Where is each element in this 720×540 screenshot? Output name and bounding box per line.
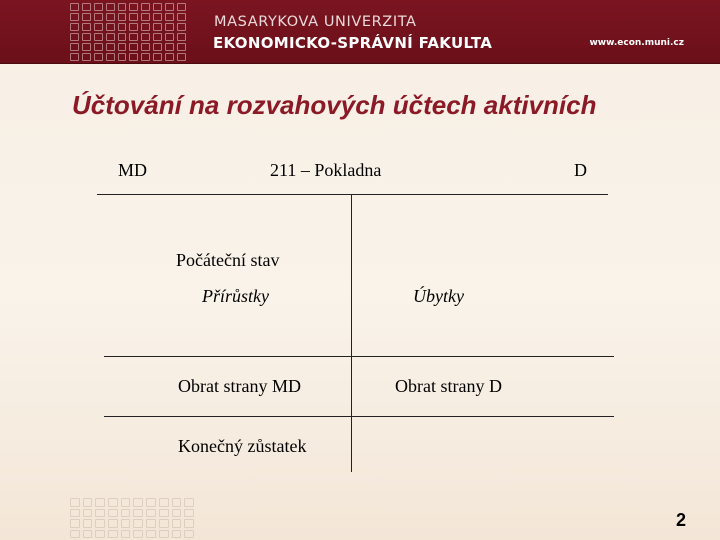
page-number: 2 — [675, 510, 686, 530]
faculty-name: EKONOMICKO-SPRÁVNÍ FAKULTA — [213, 34, 493, 52]
university-name: MASARYKOVA UNIVERZITA — [214, 14, 417, 30]
t-account-top-line — [97, 194, 608, 195]
university-logo-icon — [70, 3, 186, 61]
decreases-label: Úbytky — [413, 286, 464, 306]
header-band — [0, 0, 720, 64]
turnover-top-line — [104, 356, 614, 357]
increases-label: Přírůstky — [202, 286, 269, 306]
opening-balance-label: Počáteční stav — [176, 250, 280, 270]
debit-turnover-label: Obrat strany MD — [178, 376, 301, 396]
account-name: 211 – Pokladna — [270, 160, 382, 180]
turnover-bottom-line — [104, 416, 614, 417]
credit-turnover-label: Obrat strany D — [395, 376, 502, 396]
credit-side-label: D — [574, 160, 587, 180]
closing-balance-label: Konečný zůstatek — [178, 436, 307, 456]
website-link[interactable]: www.econ.muni.cz — [589, 38, 684, 48]
slide-title: Účtování na rozvahových účtech aktivních — [72, 90, 597, 120]
t-account-divider-line — [351, 195, 352, 472]
footer-logo-icon — [70, 498, 194, 538]
debit-side-label: MD — [118, 160, 148, 180]
